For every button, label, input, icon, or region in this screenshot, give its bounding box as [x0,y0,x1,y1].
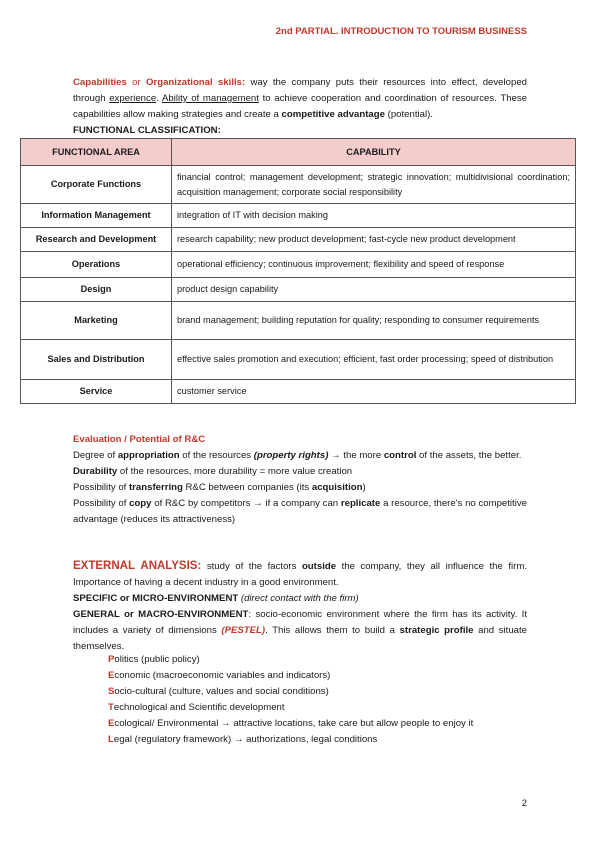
macro-environment-paragraph [73,607,527,655]
text: ocio-cultural (culture, values and social conditions) [114,686,329,697]
area-cell: Operations [21,252,172,278]
table-row [21,204,576,228]
area-cell: Information Management [21,204,172,228]
functional-classification-heading: FUNCTIONAL CLASSIFICATION: [73,125,221,136]
capabilities-text: . [156,93,162,104]
capability-cell: customer service [172,380,576,404]
page-header: 2nd PARTIAL. INTRODUCTION TO TOURISM BUSINESS [275,26,527,37]
table-row [21,228,576,252]
text: : socio-economic environment where the firm has its activity. It includes a variety of dimensions [73,609,527,636]
text: conomic (macroeconomic variables and indicators) [114,670,331,681]
text: of R&C by competitors → if a company can [151,498,341,509]
text: of the assets, the better. [416,450,522,461]
area-cell: Corporate Functions [21,166,172,204]
text: olitics (public policy) [114,654,200,665]
text: Degree of [73,450,118,461]
area-cell: Service [21,380,172,404]
text: GENERAL or MACRO-ENVIRONMENT [73,609,249,620]
table-row [21,252,576,278]
capabilities-term: Capabilities [73,77,127,88]
area-cell: Marketing [21,302,172,340]
list-item [108,716,473,732]
capability-cell: effective sales promotion and execution; efficient, fast order processing; speed of distribution [172,340,576,380]
text: transferring [128,482,183,493]
or-text: or [126,77,147,88]
text: of the resources, more durability = more value creation [117,466,353,477]
capability-cell: brand management; building reputation for quality; responding to consumer requirements [172,302,576,340]
text: a resource, there's no competitive advantage (reduces its attractiveness) [73,498,527,525]
text: Durability [73,466,118,477]
external-analysis-title: EXTERNAL ANALYSIS: [73,560,202,572]
text: strategic profile [399,625,474,636]
capability-cell: integration of IT with decision making [172,204,576,228]
text: . This allows them to build a [265,625,400,636]
pestel-letter: S [108,686,115,697]
evaluation-section [73,432,527,528]
text: study of the factors [201,561,302,572]
text: Possibility of [73,498,130,509]
pestel-letter: T [108,702,114,713]
text: → the more [328,450,384,461]
pestel-letter: P [108,654,115,665]
list-item [108,668,473,684]
text: (direct contact with the firm) [238,593,359,604]
evaluation-transferring [73,480,527,496]
table-row [21,340,576,380]
text: appropriation [117,450,180,461]
table-row [21,380,576,404]
evaluation-appropriation [73,448,527,464]
capability-cell: financial control; management development; strategic innovation; multidivisional coordination; acquisition management; corporate social responsibility [172,166,576,204]
text: ) [362,482,366,493]
pestel-letter: L [108,734,114,745]
evaluation-copy [73,496,527,528]
pestel-letter: E [108,670,115,681]
header-capability: CAPABILITY [172,139,576,166]
pestel-list [108,652,473,748]
text: R&C between companies (its [182,482,312,493]
capabilities-text: way the company puts their resources into effect, developed through [73,77,527,104]
text: and situate themselves. [73,625,527,652]
micro-environment-line [73,591,527,607]
evaluation-title: Evaluation / Potential of R&C [73,434,206,445]
text: copy [129,498,152,509]
list-item [108,700,473,716]
area-cell: Sales and Distribution [21,340,172,380]
functional-table [20,138,576,404]
text: egal (regulatory framework) → authorizations, legal conditions [113,734,378,745]
table-row [21,302,576,340]
area-cell: Research and Development [21,228,172,252]
capability-cell: product design capability [172,278,576,302]
external-analysis-paragraph [73,558,527,591]
table-header-row [21,139,576,166]
capability-cell: operational efficiency; continuous improvement; flexibility and speed of response [172,252,576,278]
table-row [21,166,576,204]
organizational-skills-term: Organizational skills: [146,77,246,88]
text: SPECIFIC or MICRO-ENVIRONMENT [73,593,239,604]
text: control [383,450,417,461]
area-cell: Design [21,278,172,302]
list-item [108,732,473,748]
list-item [108,684,473,700]
text: cological/ Environmental → attractive locations, take care but allow people to enjoy it [114,718,474,729]
text: Possibility of [73,482,129,493]
capability-cell: research capability; new product development; fast-cycle new product development [172,228,576,252]
text: outside [301,561,337,572]
pestel-letter: E [108,718,115,729]
text: echnological and Scientific development [113,702,285,713]
text: the company, they all influence the firm. Importance of having a decent industry in a good environment. [73,561,527,588]
text: of the resources [179,450,254,461]
ability-text: Ability of management [161,93,259,104]
capabilities-text: (potential). [384,109,433,120]
capabilities-text: to achieve cooperation and coordination of resources. These capabilities allow making strategies and create a [73,93,528,120]
evaluation-durability [73,464,527,480]
list-item [108,652,473,668]
header-functional-area: FUNCTIONAL AREA [21,139,172,166]
text: acquisition [311,482,363,493]
pestel-label: (PESTEL) [221,625,266,636]
external-analysis-section [73,558,527,655]
experience-text: experience [109,93,157,104]
table-row [21,278,576,302]
text: replicate [340,498,381,509]
competitive-advantage-text: competitive advantage [281,109,385,120]
text: (property rights) [253,450,329,461]
capabilities-paragraph [73,75,527,139]
page-number: 2 [521,798,527,809]
